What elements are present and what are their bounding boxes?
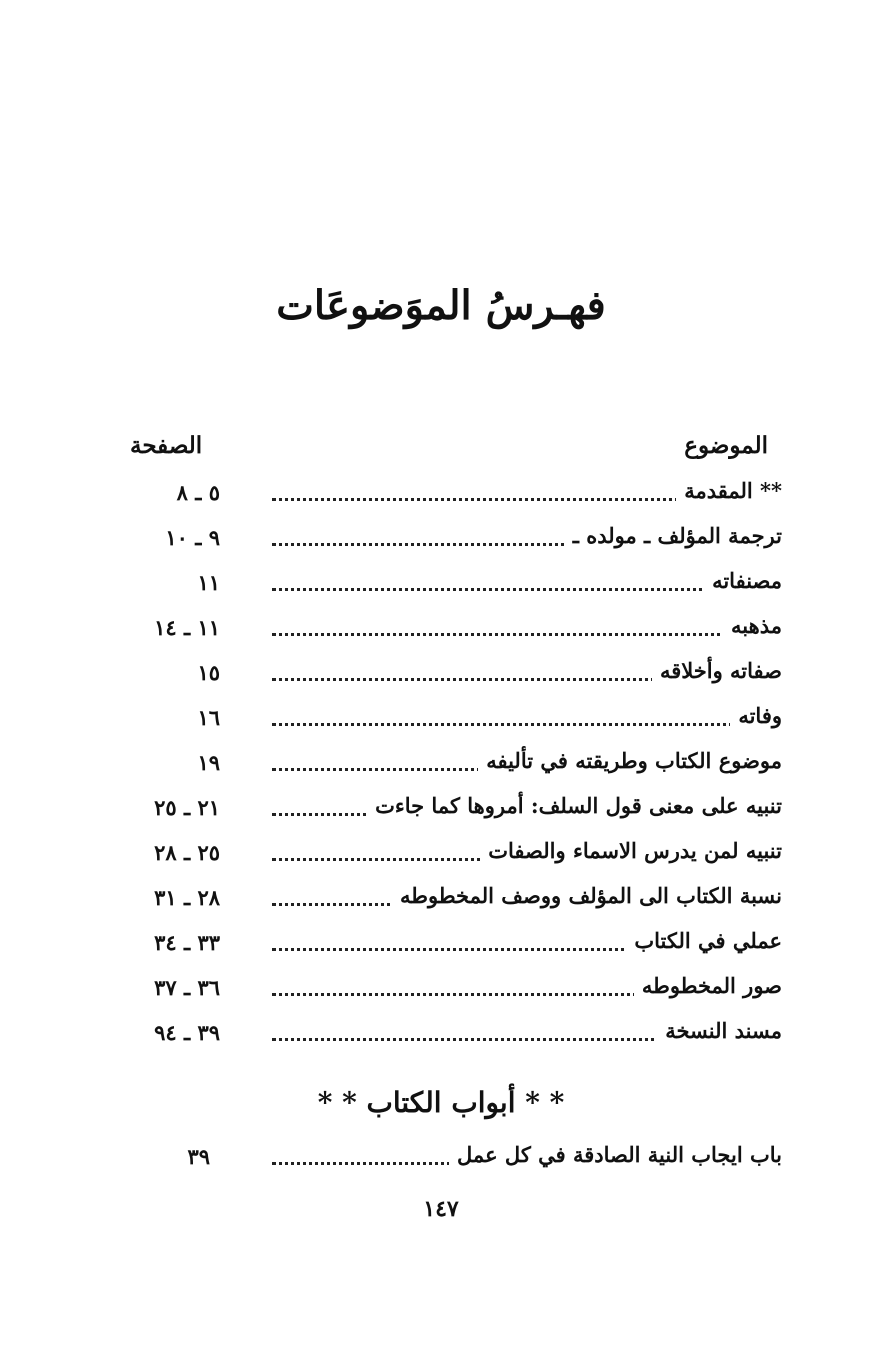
toc-topic: ** المقدمة [676, 478, 782, 503]
page-column-header: الصفحة [130, 432, 203, 459]
table-of-contents [0, 474, 882, 1059]
toc-page: ٢٨ ـ ٣١ [154, 885, 220, 910]
toc-row [0, 1014, 882, 1059]
toc-topic: مذهبه [723, 613, 782, 638]
toc-topic: ترجمة المؤلف ـ مولده ـ [565, 523, 782, 548]
toc-page: ٩ ـ ١٠ [165, 525, 220, 550]
toc-page: ٢٥ ـ ٢٨ [154, 840, 220, 865]
toc-page: ٣٩ [187, 1144, 210, 1169]
toc-topic: صفاته وأخلاقه [652, 658, 782, 683]
toc-topic: موضوع الكتاب وطريقته في تأليفه [478, 748, 782, 773]
toc-topic: تنبيه على معنى قول السلف: أمروها كما جاءت [367, 793, 782, 818]
toc-page: ٣٩ ـ ٩٤ [154, 1020, 220, 1045]
section-heading: * * أبواب الكتاب * * [317, 1086, 565, 1119]
toc-row [0, 519, 882, 564]
toc-topic: عملي في الكتاب [626, 928, 782, 953]
toc-topic: صور المخطوطه [634, 973, 782, 998]
toc-page: ١٥ [197, 660, 220, 685]
toc-topic: تنبيه لمن يدرس الاسماء والصفات [480, 838, 782, 863]
toc-row [0, 744, 882, 789]
toc-row [0, 699, 882, 744]
toc-page: ١٦ [197, 705, 220, 730]
toc-topic: باب ايجاب النية الصادقة في كل عمل [449, 1142, 782, 1167]
page-title: فهـرسُ الموَضوعَات [276, 282, 606, 329]
toc-page: ٣٣ ـ ٣٤ [154, 930, 220, 955]
toc-page: ٣٦ ـ ٣٧ [154, 975, 220, 1000]
toc-topic: مصنفاته [704, 568, 782, 593]
toc-row [0, 609, 882, 654]
toc-row [0, 789, 882, 834]
toc-page: ٥ ـ ٨ [176, 480, 220, 505]
leader-dots [272, 723, 782, 726]
toc-row [0, 924, 882, 969]
toc-page: ١١ ـ ١٤ [154, 615, 220, 640]
toc-row [0, 879, 882, 924]
toc-row [0, 564, 882, 609]
toc-row [0, 654, 882, 699]
toc-topic: نسبة الكتاب الى المؤلف ووصف المخطوطه [392, 883, 782, 908]
topic-column-header: الموضوع [684, 432, 768, 459]
toc-page: ٢١ ـ ٢٥ [154, 795, 220, 820]
toc-row [0, 1138, 882, 1183]
toc-page: ١٩ [197, 750, 220, 775]
toc-row [0, 834, 882, 879]
leader-dots [272, 633, 782, 636]
toc-row [0, 969, 882, 1014]
toc-page: ١١ [197, 570, 220, 595]
toc-topic: مسند النسخة [657, 1018, 782, 1043]
page-number: ١٤٧ [423, 1196, 459, 1222]
toc-topic: وفاته [730, 703, 782, 728]
toc-row [0, 474, 882, 519]
